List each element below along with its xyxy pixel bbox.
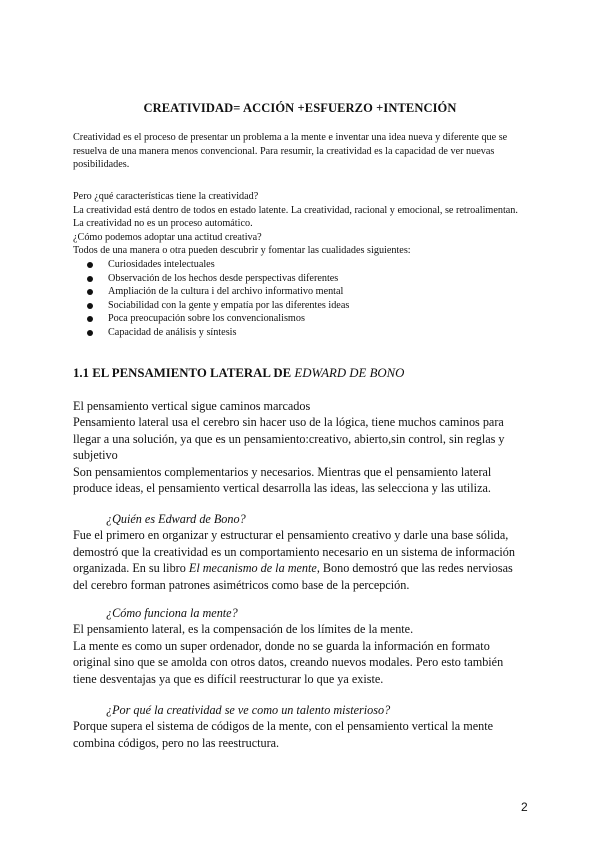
section-heading: 1.1 EL PENSAMIENTO LATERAL DE EDWARD DE BONO [73,366,405,380]
bullet-icon [87,276,93,282]
subheading-how: ¿Cómo funciona la mente? [106,606,238,620]
vertical-thinking-text: El pensamiento vertical sigue caminos marcados [73,399,311,413]
qualities-list [73,258,523,340]
lateral-thinking-section [73,398,523,496]
how-answer-line1: El pensamiento lateral, es la compensación de los límites de la mente. [73,622,414,637]
list-item: Sociabilidad con la gente y empatía por las diferentes ideas [73,299,523,313]
subheading-why: ¿Por qué la creatividad se ve como un talento misterioso? [106,703,391,717]
list-item: Observación de los hechos desde perspectivas diferentes [73,272,523,286]
bullet-icon [87,330,93,336]
page-number: 2 [521,800,528,814]
subheading-who: ¿Quién es Edward de Bono? [106,512,246,526]
intro-text: Creatividad es el proceso de presentar un problema a la mente e inventar una idea nueva y diferente que se resuelva de una manera menos convencional. Para resumir, la creatividad es la capacidad de ver nuevas posibilidades. [73,132,508,171]
book-title: El mecanismo de la mente [188,561,317,576]
lateral-thinking-text: Pensamiento lateral usa el cerebro sin hacer uso de la lógica, tiene muchos caminos para llegar a una solución, ya que es un pensamiento:creativo, abierto,sin control, sin reglas y subjetivo [73,415,505,463]
complementary-text: Son pensamientos complementarios y necesarios. Mientras que el pensamiento lateral produce ideas, el pensamiento vertical desarrolla las ideas, las selecciona y las utiliza. [73,464,492,496]
list-item: Ampliación de la cultura i del archivo informativo mental [73,285,523,299]
why-answer: Porque supera el sistema de códigos de la mente, con el pensamiento vertical la mente combina códigos, pero no las reestructura. [73,719,493,750]
how-mind-works [73,605,523,687]
page-title: CREATIVIDAD= ACCIÓN +ESFUERZO +INTENCIÓN [143,101,457,115]
bullet-icon [87,316,93,322]
characteristics-section [73,190,523,340]
qualities-lead: Todos de una manera o otra pueden descubrir y fomentar las cualidades siguientes: [73,245,411,257]
intro-paragraph [73,131,523,172]
bullet-icon [87,262,93,268]
list-item: Capacidad de análisis y síntesis [73,326,523,340]
question-characteristics: Pero ¿qué características tiene la creatividad? [73,191,259,202]
who-is-de-bono [73,511,523,593]
answer-characteristics: La creatividad está dentro de todos en estado latente. La creatividad, racional y emocional, se retroalimentan. La creatividad no es un proceso automático. [73,204,518,230]
bullet-icon [87,303,93,309]
how-answer-line2: La mente es como un super ordenador, donde no se guarda la información en formato original sino que se amolda con otros datos, creando nuevos modales. Pero esto también tiene desventajas ya que es difícil reestructurar lo que ya existe. [73,638,504,686]
list-item: Poca preocupación sobre los convencionalismos [73,312,523,326]
bullet-icon [87,289,93,295]
who-answer: Fue el primero en organizar y estructurar el pensamiento creativo y darle una base sólida, demostró que la creatividad es un comportamiento necesario en un sistema de información organizada. En su libro El mecanismo de la mente, Bono demostró que las redes nerviosas del cerebro forman patrones asimétricos como base de la percepción. [73,528,515,592]
question-attitude: ¿Cómo podemos adoptar una actitud creativa? [73,231,262,243]
heading-author: EDWARD DE BONO [294,366,405,380]
list-item: Curiosidades intelectuales [73,258,523,272]
why-mysterious [73,702,523,751]
